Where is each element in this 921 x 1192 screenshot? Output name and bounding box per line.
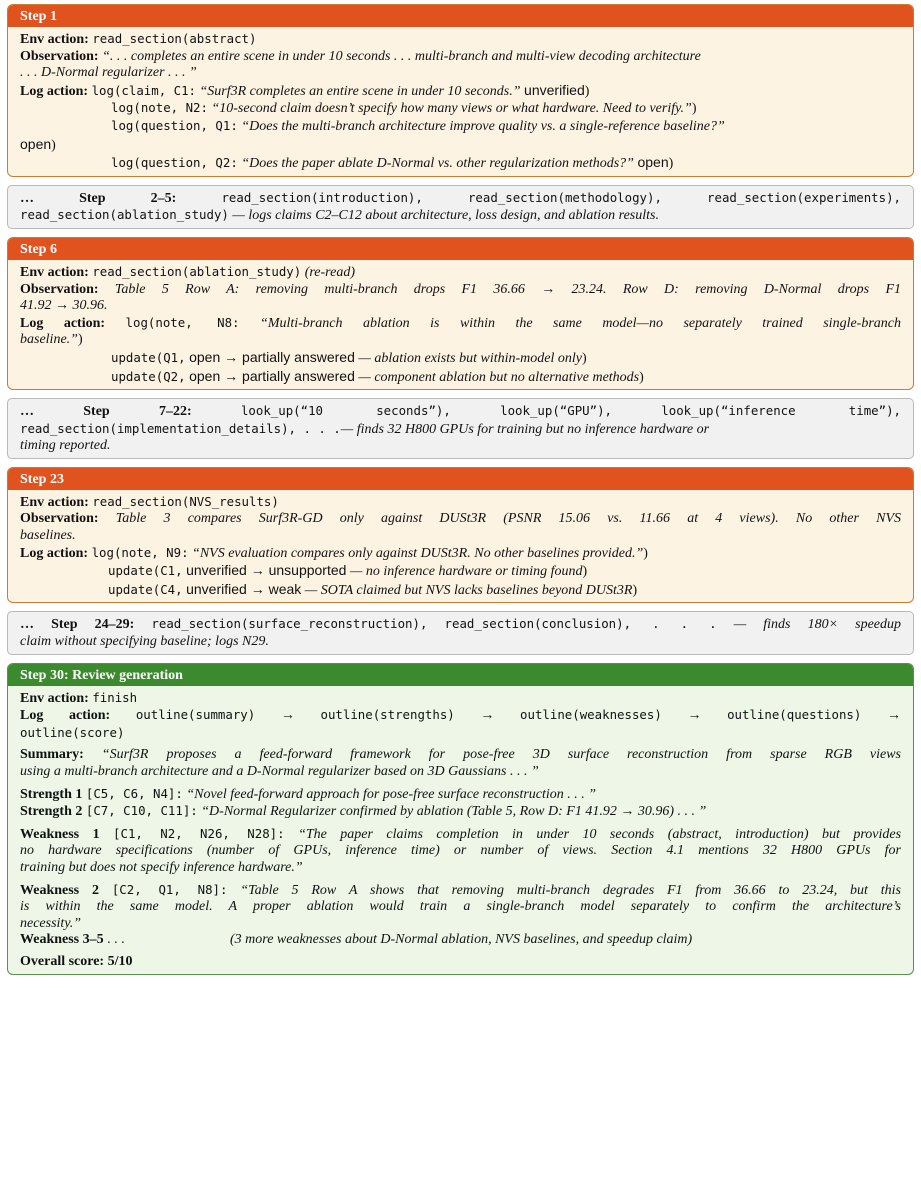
steps-7-22-summary [7, 398, 914, 459]
weakness-2-text: “Table 5 Row A shows that removing multi-branch degrades F1 from 36.66 to 23.24, but this [240, 882, 901, 898]
arrow: → [887, 708, 901, 724]
weakness-2-text-cont: necessity.” [20, 915, 82, 931]
status-label: open [637, 154, 669, 171]
paren: ) [632, 582, 638, 598]
step-6-title: Step 6 [8, 238, 913, 260]
action-code: read_section(surface_reconstruction), [151, 616, 428, 632]
log-text: “10-second claim doesn’t specify how many views or what hardware. Need to verify.” [211, 101, 692, 117]
refs: [C7, C10, C11]: [85, 803, 198, 819]
refs: [C2, Q1, N8]: [111, 881, 228, 897]
summary-text-cont: claim without specifying baseline; logs N29. [20, 634, 269, 650]
steps-24-29-summary [7, 611, 914, 654]
weakness-1-text: “The paper claims completion in under 10 seconds (abstract, introduction) but provides [298, 826, 902, 842]
action-code: look_up(“10 seconds”), [240, 403, 451, 419]
step-30-title: Step 30: Review generation [8, 664, 913, 686]
log-action-label: Log action: [20, 83, 89, 99]
paren: ) [639, 369, 644, 385]
observation-text: Table 3 compares Surf3R-GD only against DUSt3R (PSNR 15.06 vs. 11.66 at 4 views). No other NVS [115, 511, 902, 527]
strength-1-label: Strength 1 [20, 786, 83, 802]
env-action-code: read_section(ablation_study) [92, 263, 302, 279]
log-code: log(note, N9: [91, 544, 189, 560]
log-code: log(question, Q2: [111, 155, 238, 171]
update-text: — component ablation but no alternative methods [358, 369, 640, 385]
strength-2-text: “D-Normal Regularizer confirmed by ablation (Table 5, Row D: F1 41.92 → 30.96) . . . ” [201, 804, 707, 820]
weakness-2-text-cont: is within the same model. A proper ablation would train a single-branch model separately to confirm the architecture’s [20, 899, 901, 915]
weakness-2-label: Weakness 2 [20, 882, 99, 898]
strength-1-text: “Novel feed-forward approach for pose-free surface reconstruction . . . ” [186, 786, 597, 802]
weakness-3-5-label: Weakness 3–5 [20, 932, 104, 948]
observation-label: Observation: [20, 511, 99, 527]
steps-2-5-summary [7, 185, 914, 229]
log-code: log(question, Q1: [111, 117, 238, 133]
log-code: log(note, N8: [125, 314, 240, 330]
env-action-label: Env action: [20, 32, 89, 47]
arrow: → [280, 708, 295, 724]
paren: ) [691, 101, 697, 117]
outline-code: outline(strengths) [320, 707, 455, 723]
status-transition: open → partially answered [189, 348, 355, 365]
strength-2-label: Strength 2 [20, 804, 83, 820]
outline-code: outline(weaknesses) [520, 707, 662, 723]
log-action-label: Log action: [20, 708, 111, 724]
log-code: log(claim, C1: [91, 82, 196, 98]
paren: ) [581, 350, 587, 366]
arrow: → [687, 708, 702, 724]
observation-text: “. . . completes an entire scene in under 10 seconds . . . multi-branch and multi-view decoding architecture [102, 48, 701, 64]
weakness-1-label: Weakness 1 [20, 826, 100, 842]
step-30-card [7, 663, 914, 975]
summary-label: Summary: [20, 747, 84, 763]
env-action-code: finish [92, 689, 138, 705]
outline-code: outline(score) [20, 724, 125, 740]
update-text: — SOTA claimed but NVS lacks baselines beyond DUSt3R [304, 582, 633, 598]
steps-range-label: … Step 7–22: [20, 404, 192, 420]
env-action-label: Env action: [20, 690, 89, 706]
paren: ) [51, 137, 56, 153]
env-action-label: Env action: [20, 264, 89, 280]
observation-text-cont: baselines. [20, 528, 76, 544]
log-action-label: Log action: [20, 315, 106, 331]
paren: ) [77, 332, 83, 348]
update-code: update(Q2, [111, 368, 186, 384]
observation-text-cont: 41.92 → 30.96. [20, 298, 108, 314]
ellipsis: . . . [107, 932, 125, 948]
outline-code: outline(summary) [135, 707, 256, 723]
weakness-3-5-text: (3 more weaknesses about D-Normal ablation, NVS baselines, and speedup claim) [230, 932, 693, 948]
action-code: read_section(implementation_details), . . . [20, 420, 341, 436]
summary-text: — finds 32 H800 GPUs for training but no inference hardware or [340, 421, 710, 437]
update-text: — no inference hardware or timing found [349, 564, 583, 580]
env-action-code: read_section(abstract) [92, 31, 257, 46]
step-23-card [7, 467, 914, 604]
observation-label: Observation: [20, 48, 99, 64]
step-6-card [7, 237, 914, 390]
action-code: read_section(conclusion), . . . [444, 616, 717, 632]
status-label: unverified [524, 81, 585, 98]
agent-trajectory-figure [7, 4, 914, 983]
env-action-code: read_section(NVS_results) [92, 493, 279, 509]
log-text-cont: baseline.” [20, 332, 78, 348]
update-text: — ablation exists but within-model only [358, 350, 582, 366]
log-text: “Multi-branch ablation is within the same model—no separately trained single-branch [260, 315, 901, 331]
overall-score: Overall score: 5/10 [20, 953, 133, 969]
observation-label: Observation: [20, 281, 99, 297]
log-text: “NVS evaluation compares only against DUSt3R. No other baselines provided.” [192, 545, 644, 561]
env-action-note: (re-read) [304, 264, 355, 280]
env-action-label: Env action: [20, 494, 89, 510]
update-code: update(C4, [108, 581, 183, 597]
summary-text: — finds 180× speedup [733, 617, 902, 633]
weakness-1-text-cont: training but does not specify inference hardware.” [20, 859, 303, 875]
paren: ) [582, 564, 588, 580]
status-transition: unverified → weak [186, 580, 302, 597]
step-23-title: Step 23 [8, 468, 913, 490]
action-code: look_up(“GPU”), [500, 403, 613, 419]
summary-text: “Surf3R proposes a feed-forward framework for pose-free 3D surface reconstruction from sparse RGB views [101, 747, 902, 763]
action-code: look_up(“inference time”), [661, 403, 902, 419]
action-code: read_section(methodology), [467, 189, 662, 205]
outline-code: outline(questions) [727, 707, 862, 723]
refs: [C1, N2, N26, N28]: [113, 825, 285, 841]
update-code: update(C1, [108, 563, 183, 579]
log-code: log(note, N2: [111, 100, 208, 116]
status-label: open [20, 135, 52, 152]
weakness-1-text-cont: no hardware specifications (number of GPUs, inference time) or number of views. Section 4.1 mentions 32 H800 GPUs for [20, 843, 901, 859]
paren: ) [584, 83, 590, 99]
update-code: update(Q1, [111, 349, 186, 365]
log-text: “Does the multi-branch architecture improve quality vs. a single-reference baseline?” [241, 118, 725, 134]
paren: ) [643, 545, 648, 561]
paren: ) [668, 156, 674, 172]
observation-text: Table 5 Row A: removing multi-branch drops F1 36.66 → 23.24. Row D: removing D-Normal drops F1 [114, 281, 901, 297]
refs: [C5, C6, N4]: [85, 785, 183, 801]
steps-range-label: … Step 2–5: [20, 190, 177, 206]
status-transition: unverified → unsupported [186, 562, 347, 579]
log-text: “Does the paper ablate D-Normal vs. other regularization methods?” [241, 156, 634, 172]
action-code: read_section(experiments), [707, 189, 902, 205]
status-transition: open → partially answered [189, 367, 355, 384]
summary-text: — logs claims C2–C12 about architecture, loss design, and ablation results. [232, 208, 659, 224]
action-code: read_section(ablation_study) [20, 207, 229, 223]
log-text: “Surf3R completes an entire scene in under 10 seconds.” [199, 83, 521, 99]
steps-range-label: … Step 24–29: [20, 617, 135, 633]
log-action-label: Log action: [20, 545, 89, 561]
observation-text-cont: . . . D-Normal regularizer . . . ” [20, 65, 197, 81]
arrow: → [480, 708, 495, 724]
step-1-card [7, 4, 914, 177]
step-1-title: Step 1 [8, 5, 913, 27]
action-code: read_section(introduction), [221, 189, 423, 205]
summary-text-cont: timing reported. [20, 438, 111, 454]
summary-text-cont: using a multi-branch architecture and a D-Normal regularizer based on 3D Gaussians . . . ” [20, 764, 539, 779]
